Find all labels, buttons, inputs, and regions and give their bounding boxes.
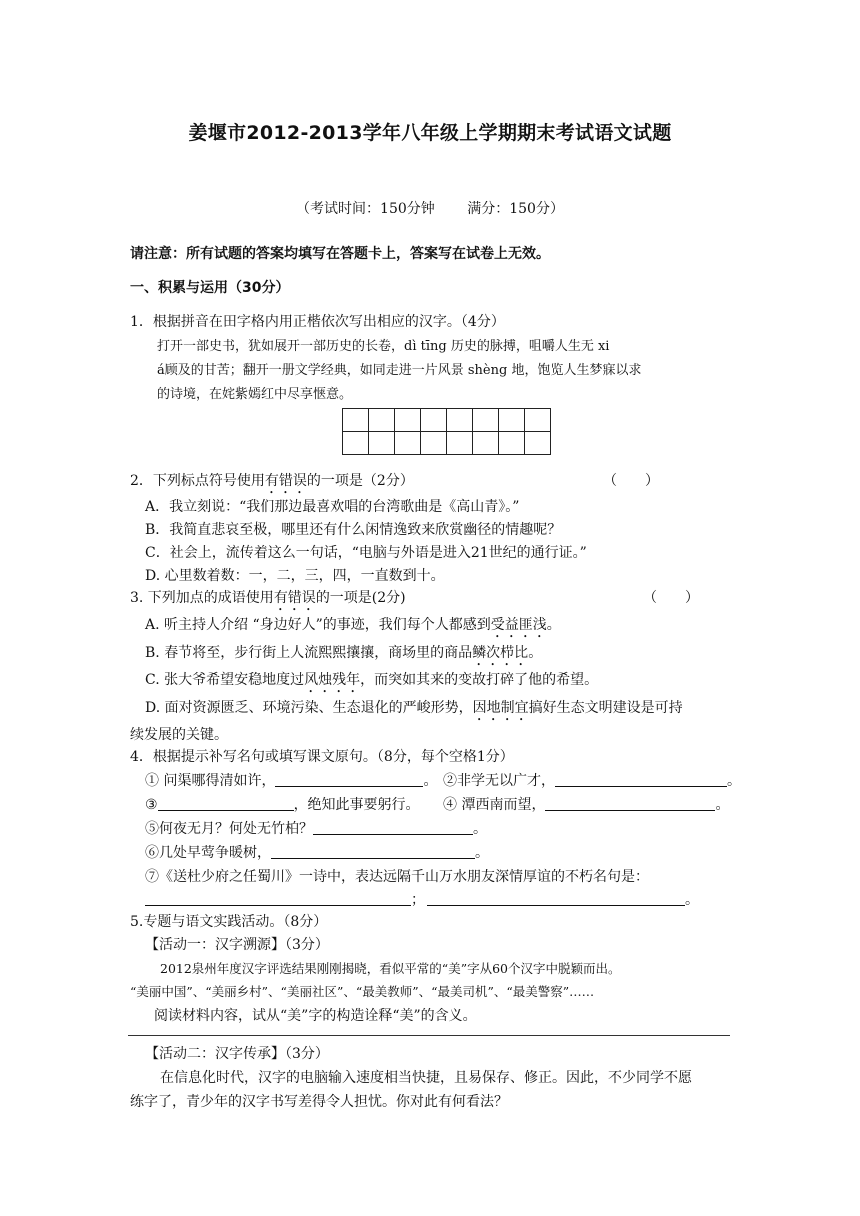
q4-blank-4[interactable]: [545, 796, 715, 811]
q3-answer-paren[interactable]: （ ）: [643, 590, 699, 606]
q2-answer-paren[interactable]: （ ）: [603, 473, 659, 489]
q3-option-a: A. 听主持人介绍 “身边好人”的事迹，我们每个人都感到受益匪浅。: [145, 617, 561, 633]
activity1-heading: 【活动一：汉字溯源】（3分）: [145, 937, 329, 953]
q4-blank-5[interactable]: [313, 820, 473, 835]
q3-option-d-cont: 续发展的关键。: [130, 727, 228, 743]
q4-item-4: ④ 潭西南而望， 。: [443, 797, 730, 813]
q3-stem: 3. 下列加点的成语使用有错误的一项是(2分): [130, 590, 406, 606]
activity2-heading: 【活动二：汉字传承】（3分）: [145, 1046, 329, 1062]
q2-option-d: D. 心里数着数：一，二，三，四，一直数到十。: [145, 568, 445, 584]
q1-passage-line3: 的诗境，在姹紫嫣红中尽享惬意。: [157, 387, 353, 402]
page-title: 姜堰市2012-2013学年八年级上学期期末考试语文试题: [188, 122, 672, 144]
activity2-para-line2: 练字了，青少年的汉字书写差得令人担忧。你对此有何看法？: [130, 1094, 508, 1110]
q3-option-b: B. 春节将至，步行街上人流熙熙攘攘，商场里的商品鳞次栉比。: [145, 645, 543, 661]
q3-option-d: D. 面对资源匮乏、环境污染、生态退化的严峻形势，因地制宜搞好生态文明建设是可持: [145, 700, 683, 716]
tianzige-grid[interactable]: [342, 408, 551, 455]
activity2-para-line1: 在信息化时代，汉字的电脑输入速度相当快捷，且易保存、修正。因此，不少同学不愿: [160, 1070, 692, 1086]
q1-stem: 1．根据拼音在田字格内用正楷依次写出相应的汉字。（4分）: [130, 314, 505, 330]
section-heading: 一、积累与运用（30分）: [130, 280, 290, 296]
activity1-para-line1: 2012泉州年度汉字评选结果刚刚揭晓，看似平常的“美”字从60个汉字中脱颖而出。: [160, 961, 621, 976]
q4-blank-1[interactable]: [275, 772, 423, 787]
q2-stem: 2．下列标点符号使用有错误的一项是（2分）: [130, 473, 414, 489]
q3-option-c: C. 张大爷希望安稳地度过风烛残年，而突如其来的变故打碎了他的希望。: [145, 672, 599, 688]
q4-item-7: ⑦《送杜少府之任蜀川》一诗中，表达远隔千山万水朋友深情厚谊的不朽名句是：: [145, 869, 649, 885]
q1-passage-line2: á顾及的甘苦；翻开一册文学经典，如同走进一片风景 shèng 地，饱览人生梦寐以求: [157, 363, 642, 378]
q4-item-6: ⑥几处早莺争暖树， 。: [145, 845, 489, 861]
notice: 请注意：所有试题的答案均填写在答题卡上，答案写在试卷上无效。: [130, 246, 550, 262]
activity1-para-line2: “美丽中国”、“美丽乡村”、“美丽社区”、“最美教师”、“最美司机”、“最美警察”……: [130, 984, 595, 999]
q4-blank-6[interactable]: [271, 844, 475, 859]
q2-option-a: A．我立刻说：“我们那边最喜欢唱的台湾歌曲是《高山青》。”: [145, 499, 520, 515]
q4-blank-3[interactable]: [158, 796, 294, 811]
q2-option-b: B．我简直悲哀至极，哪里还有什么闲情逸致来欣赏幽径的情趣呢？: [145, 522, 562, 538]
q4-blank-7a[interactable]: [145, 891, 411, 906]
divider: [128, 1035, 730, 1036]
q4-item-2: ②非学无以广才， 。: [443, 773, 741, 789]
q4-item-3: ③ ，绝知此事要躬行。: [145, 797, 420, 813]
q4-stem: 4．根据提示补写名句或填写课文原句。（8分，每个空格1分）: [130, 749, 514, 765]
q4-blank-2[interactable]: [555, 772, 727, 787]
exam-info: （考试时间：150分钟 满分：150分）: [296, 201, 564, 217]
q2-option-c: C．社会上，流传着这么一句话，“电脑与外语是进入21世纪的通行证。”: [145, 545, 587, 561]
q4-item-5: ⑤何夜无月？何处无竹柏？ 。: [145, 821, 487, 837]
q4-item-1: ① 问渠哪得清如许， 。: [145, 773, 438, 789]
q5-stem: 5.专题与语文实践活动。（8分）: [130, 914, 328, 930]
q4-item-7-blanks: ； 。: [145, 889, 699, 909]
q4-blank-7b[interactable]: [427, 891, 685, 906]
q1-passage-line1: 打开一部史书，犹如展开一部历史的长卷，dì tīng 历史的脉搏，咀嚼人生无 xi: [157, 339, 610, 354]
activity1-question: 阅读材料内容，试从“美”字的构造诠释“美”的含义。: [154, 1008, 477, 1024]
